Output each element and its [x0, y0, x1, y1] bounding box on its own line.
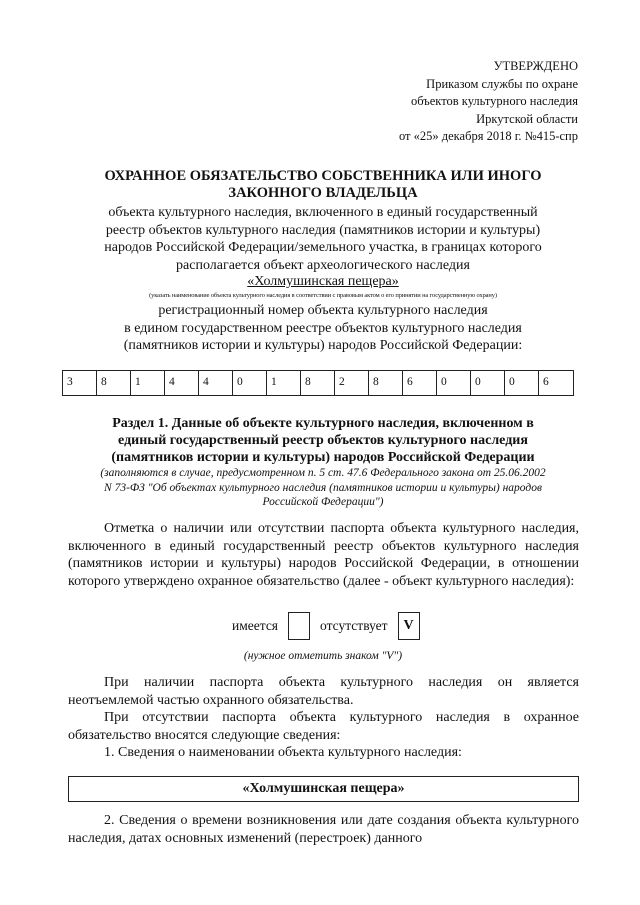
passport-paragraph: Отметка о наличии или отсутствии паспорта объекта культурного наследия, включенного в единый государственный реестр объектов культурного наследия (памятников истории и культуры) народов Российской Федерации, в отношении которого утверждено охранное обязательство (далее - объект культурного наследия):	[68, 521, 579, 589]
subtitle-line: объекта культурного наследия, включенного в единый государственный	[108, 205, 538, 220]
absent-checkbox[interactable]: V	[398, 612, 420, 640]
reg-digit-cell: 4	[165, 371, 199, 395]
approval-line: от «25» декабря 2018 г. №415-спр	[398, 129, 578, 143]
reg-digit-cell: 0	[437, 371, 471, 395]
section-note-line: N 73-ФЗ "Об объектах культурного наследия (памятников истории и культуры) народов	[104, 481, 542, 494]
absent-label: отсутствует	[320, 618, 388, 633]
subtitle-line: реестр объектов культурного наследия (памятников истории и культуры)	[105, 222, 541, 238]
section-note-line: (заполняются в случае, предусмотренном п. 5 ст. 47.6 Федерального закона от 25.06.2002	[100, 467, 546, 479]
registration-line: в едином государственном реестре объектов культурного наследия	[124, 320, 522, 336]
document-title	[40, 168, 606, 202]
approval-stamp	[399, 58, 578, 146]
paragraph-passport-present: При наличии паспорта объекта культурного наследия он является неотъемлемой частью охранного обязательства.	[68, 675, 579, 708]
paragraph-passport-absent: При отсутствии паспорта объекта культурного наследия в охранное обязательство вносятся следующие сведения:	[68, 710, 579, 743]
reg-digit-cell: 8	[369, 371, 403, 395]
reg-digit-cell: 4	[199, 371, 233, 395]
reg-digit-cell: 8	[301, 371, 335, 395]
approval-line: объектов культурного наследия	[411, 94, 578, 108]
section-heading-line: (памятников истории и культуры) народов Российской Федерации	[111, 450, 535, 465]
reg-digit-cell: 1	[267, 371, 301, 395]
section-heading-line: Раздел 1. Данные об объекте культурного наследия, включенном в	[112, 416, 534, 431]
reg-digit-cell: 0	[505, 371, 539, 395]
subtitle-line: располагается объект археологического наследия	[176, 257, 470, 273]
title-line: ЗАКОННОГО ВЛАДЕЛЬЦА	[228, 185, 418, 201]
section-heading-line: единый государственный реестр объектов культурного наследия	[118, 433, 528, 448]
mark-instruction: (нужное отметить знаком "V")	[243, 650, 403, 662]
present-label: имеется	[232, 618, 279, 633]
subtitle-line: народов Российской Федерации/земельного участка, в границах которого	[104, 240, 542, 255]
document-subtitle	[40, 204, 606, 274]
reg-digit-cell: 8	[97, 371, 131, 395]
reg-digit-cell: 6	[403, 371, 437, 395]
item-1-heading: 1. Сведения о наименовании объекта культурного наследия:	[104, 745, 462, 760]
reg-digit-cell: 0	[233, 371, 267, 395]
registration-line: регистрационный номер объекта культурного наследия	[158, 303, 488, 318]
reg-digit-cell: 3	[63, 371, 97, 395]
present-checkbox[interactable]	[288, 612, 310, 640]
passport-marks	[232, 612, 420, 640]
object-name-hint: (указать наименование объекта культурного наследия в соответствии с правовым актом о его принятии на государственную охрану)	[149, 292, 497, 299]
reg-digit-cell: 6	[543, 376, 549, 388]
approval-line: Приказом службы по охране	[426, 76, 578, 91]
item-2-text: 2. Сведения о времени возникновения или дате создания объекта культурного наследия, датах основных изменений (перестроек) данного	[68, 813, 579, 846]
registration-number-grid	[62, 370, 574, 396]
reg-digit-cell: 1	[131, 371, 165, 395]
section-note-line: Российской Федерации")	[262, 496, 384, 508]
section-1-heading	[40, 415, 606, 466]
section-1-note	[40, 466, 606, 510]
registration-line: (памятников истории и культуры) народов Российской Федерации:	[123, 338, 523, 353]
title-line: ОХРАННОЕ ОБЯЗАТЕЛЬСТВО СОБСТВЕННИКА ИЛИ ИНОГО	[104, 168, 542, 184]
registration-caption	[40, 302, 606, 355]
approval-line: Иркутской области	[476, 111, 578, 126]
object-name-box: «Холмушинская пещера»	[68, 776, 579, 802]
reg-digit-cell: 2	[335, 371, 369, 395]
reg-digit-cell: 0	[471, 371, 505, 395]
object-name: «Холмушинская пещера»	[247, 274, 399, 289]
approval-word: УТВЕРЖДЕНО	[493, 59, 578, 73]
